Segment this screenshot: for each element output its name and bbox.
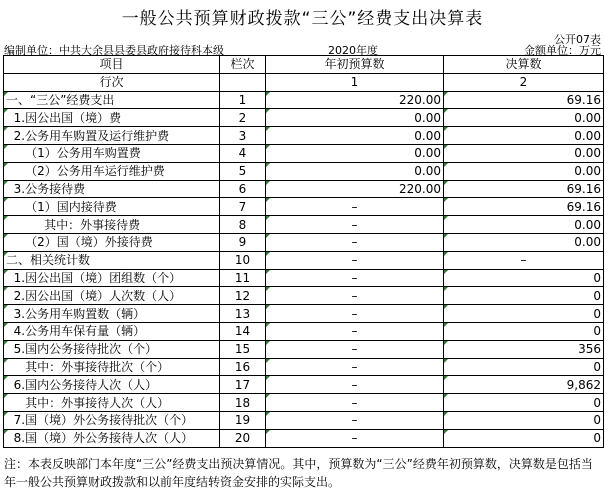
header-item: 项目: [4, 56, 220, 74]
row-item: （2）公务用车运行维护费: [4, 162, 220, 180]
row-final: 0: [444, 269, 604, 287]
subheader-row-label: 行次: [4, 73, 220, 91]
row-no: 18: [220, 394, 266, 412]
row-no: 6: [220, 180, 266, 198]
table-row: [4, 198, 604, 216]
row-budget: 0.00: [266, 127, 444, 145]
row-item: 其中：外事接待人次（人）: [4, 394, 220, 412]
subheader-budget-no: 1: [266, 73, 444, 91]
row-budget: –: [266, 322, 444, 340]
table-row: [4, 322, 604, 340]
row-item: 1.因公出国（境）费: [4, 109, 220, 127]
row-budget: –: [266, 233, 444, 251]
row-budget: –: [266, 251, 444, 269]
row-budget: 0.00: [266, 109, 444, 127]
row-item: 3.公务接待费: [4, 180, 220, 198]
row-final: 0: [444, 305, 604, 323]
table-body: [4, 91, 604, 447]
table-row: [4, 394, 604, 412]
row-budget: 0.00: [266, 162, 444, 180]
row-budget: 0.00: [266, 144, 444, 162]
row-item: 其中：外事接待费: [4, 216, 220, 234]
row-no: 20: [220, 429, 266, 447]
form-code: 公开07表: [554, 33, 601, 46]
row-no: 8: [220, 216, 266, 234]
row-final: 0.00: [444, 162, 604, 180]
row-item: 7.国（境）外公务接待批次（个）: [4, 411, 220, 429]
table-row: [4, 233, 604, 251]
row-budget: –: [266, 198, 444, 216]
subheader-empty: [220, 73, 266, 91]
row-final: 0.00: [444, 109, 604, 127]
table-row: [4, 340, 604, 358]
header-budget: 年初预算数: [266, 56, 444, 74]
row-budget: –: [266, 394, 444, 412]
row-item: 5.国内公务接待批次（个）: [4, 340, 220, 358]
row-final: 69.16: [444, 91, 604, 109]
row-item: 3.公务用车购置数（辆）: [4, 305, 220, 323]
row-budget: –: [266, 340, 444, 358]
expense-table: [3, 55, 604, 448]
row-final: 0.00: [444, 144, 604, 162]
row-no: 9: [220, 233, 266, 251]
table-row: [4, 127, 604, 145]
row-budget: –: [266, 287, 444, 305]
table-row: [4, 180, 604, 198]
row-final: 0.00: [444, 216, 604, 234]
row-budget: –: [266, 411, 444, 429]
table-row: [4, 358, 604, 376]
row-no: 15: [220, 340, 266, 358]
subheader-row: [4, 73, 604, 91]
row-item: （1）国内接待费: [4, 198, 220, 216]
year-label: 2020年度: [328, 44, 378, 57]
header-col-no: 栏次: [220, 56, 266, 74]
table-row: [4, 216, 604, 234]
row-budget: –: [266, 429, 444, 447]
amount-unit: 金额单位：万元: [524, 44, 601, 57]
row-final: 9,862: [444, 376, 604, 394]
row-no: 17: [220, 376, 266, 394]
row-item: 2.公务用车购置及运行维护费: [4, 127, 220, 145]
row-item: 一、“三公”经费支出: [4, 91, 220, 109]
table-row: [4, 109, 604, 127]
row-no: 12: [220, 287, 266, 305]
meta-line: [0, 42, 605, 57]
row-final: 0: [444, 411, 604, 429]
row-no: 2: [220, 109, 266, 127]
subheader-final-no: 2: [444, 73, 604, 91]
row-budget: –: [266, 305, 444, 323]
row-budget: –: [266, 358, 444, 376]
row-final: 0: [444, 394, 604, 412]
table-row: [4, 269, 604, 287]
table-row: [4, 287, 604, 305]
row-final: 69.16: [444, 198, 604, 216]
row-item: 4.公务用车保有量（辆）: [4, 322, 220, 340]
row-no: 3: [220, 127, 266, 145]
row-item: （2）国（境）外接待费: [4, 233, 220, 251]
table-row: [4, 144, 604, 162]
row-final: 0.00: [444, 127, 604, 145]
table-row: [4, 305, 604, 323]
header-row: [4, 56, 604, 74]
row-final: 356: [444, 340, 604, 358]
row-final: 0: [444, 358, 604, 376]
row-item: 6.国内公务接待人次（人）: [4, 376, 220, 394]
row-final: 0.00: [444, 233, 604, 251]
page-title: 一般公共预算财政拨款“三公”经费支出决算表: [121, 9, 484, 29]
table-row: [4, 411, 604, 429]
table-row: [4, 162, 604, 180]
table-row: [4, 91, 604, 109]
row-no: 13: [220, 305, 266, 323]
row-budget: –: [266, 376, 444, 394]
row-budget: 220.00: [266, 180, 444, 198]
row-no: 1: [220, 91, 266, 109]
row-no: 19: [220, 411, 266, 429]
row-budget: 220.00: [266, 91, 444, 109]
row-no: 7: [220, 198, 266, 216]
row-final: 0: [444, 287, 604, 305]
row-final: 0: [444, 322, 604, 340]
row-final: –: [444, 251, 604, 269]
row-item: 二、相关统计数: [4, 251, 220, 269]
row-no: 5: [220, 162, 266, 180]
row-budget: –: [266, 216, 444, 234]
row-no: 10: [220, 251, 266, 269]
row-no: 11: [220, 269, 266, 287]
table-row: [4, 429, 604, 447]
row-final: 69.16: [444, 180, 604, 198]
table-row: [4, 251, 604, 269]
row-budget: –: [266, 269, 444, 287]
footnote: 注：本表反映部门本年度“三公”经费支出预决算情况。其中，预算数为“三公”经费年初预算数，决算数是包括当年一般公共预算财政拨款和以前年度结转资金安排的实际支出。: [4, 457, 593, 489]
row-no: 16: [220, 358, 266, 376]
row-item: 2.因公出国（境）人次数（人）: [4, 287, 220, 305]
table-row: [4, 376, 604, 394]
row-item: （1）公务用车购置费: [4, 144, 220, 162]
unit-label: 编制单位：中共大余县县委县政府接待科本级: [4, 44, 224, 57]
row-item: 1.因公出国（境）团组数（个）: [4, 269, 220, 287]
row-item: 其中：外事接待批次（个）: [4, 358, 220, 376]
row-no: 4: [220, 144, 266, 162]
row-no: 14: [220, 322, 266, 340]
row-item: 8.国（境）外公务接待人次（人）: [4, 429, 220, 447]
header-final: 决算数: [444, 56, 604, 74]
row-final: 0: [444, 429, 604, 447]
